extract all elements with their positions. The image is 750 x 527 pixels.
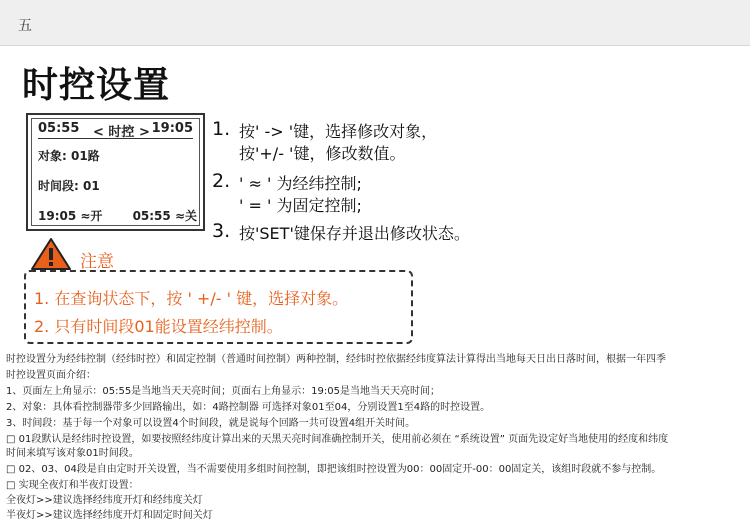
lcd-period-line: 时间段: 01 <box>38 179 100 193</box>
section-header <box>0 0 750 46</box>
page-title: 时控设置 <box>22 65 171 106</box>
desc-line: 2、对象：具体看控制器带多少回路输出，如：4路控制器 可选择对象01至04，分别设置1至4路的时控设置。 <box>6 402 491 413</box>
lcd-on-time: 19:05 ≈开 <box>38 209 103 223</box>
desc-line: 3、时间段：基于每一个对象可以设置4个时间段，就是说每个回路一共可设置4组开关时间。 <box>6 418 416 429</box>
step-text-2: 按'+/- '键，修改数值。 <box>239 144 406 163</box>
warning-label: 注意 <box>80 252 114 272</box>
desc-line: □ 实现全夜灯和半夜灯设置： <box>6 480 139 491</box>
warning-line-1: 1. 在查询状态下，按 ' +/- ' 键，选择对象。 <box>34 289 349 308</box>
step-text: 按' -> '键，选择修改对象， <box>239 122 438 141</box>
lcd-top-row <box>38 121 193 139</box>
desc-line: 时控设置分为经纬控制（经纬时控）和固定控制（普通时间控制）两种控制，经纬时控依据经纬度算法计算得出当地每天日出日落时间，根据一年四季 <box>6 354 666 365</box>
lcd-mode-title: < 时控 > <box>93 125 150 140</box>
lcd-display <box>26 113 205 231</box>
section-label: 五 <box>18 18 32 34</box>
lcd-sunrise-time: 05:55 <box>38 121 80 136</box>
warning-line-2: 2. 只有时间段01能设置经纬控制。 <box>34 317 283 336</box>
step-number: 2. <box>212 170 231 192</box>
desc-line: 时控设置页面介绍： <box>6 370 96 381</box>
desc-line: 1、页面左上角显示：05:55是当地当天天亮时间；页面右上角显示：19:05是当地当天天亮时间； <box>6 386 440 397</box>
desc-line: 时间来填写该对象01时间段。 <box>6 448 139 459</box>
step-number: 3. <box>212 220 231 242</box>
desc-line: 半夜灯>>建议选择经纬度开灯和固定时间关灯 <box>6 510 213 521</box>
step-number: 1. <box>212 118 231 140</box>
step-text: 按'SET'键保存并退出修改状态。 <box>239 224 470 243</box>
lcd-off-time: 05:55 ≈关 <box>132 209 197 223</box>
desc-line: □ 02、03、04段是自由定时开关设置，当不需要使用多组时间控制，即把该组时控设置为00：00固定开-00：00固定关，该组时段就不参与控制。 <box>6 464 662 475</box>
step-text: ' ≈ ' 为经纬控制; <box>239 174 362 193</box>
step-text-2: ' = ' 为固定控制; <box>239 196 362 215</box>
desc-line: □ 01段默认是经纬时控设置，如要按照经纬度计算出来的天黑天亮时间准确控制开关，使用前必须在 “系统设置” 页面先设定好当地使用的经度和纬度 <box>6 434 669 445</box>
warning-note-box <box>24 270 413 344</box>
lcd-sunset-time: 19:05 <box>151 121 193 136</box>
desc-line: 全夜灯>>建议选择经纬度开灯和经纬度关灯 <box>6 495 203 506</box>
lcd-object-line: 对象: 01路 <box>38 149 100 163</box>
